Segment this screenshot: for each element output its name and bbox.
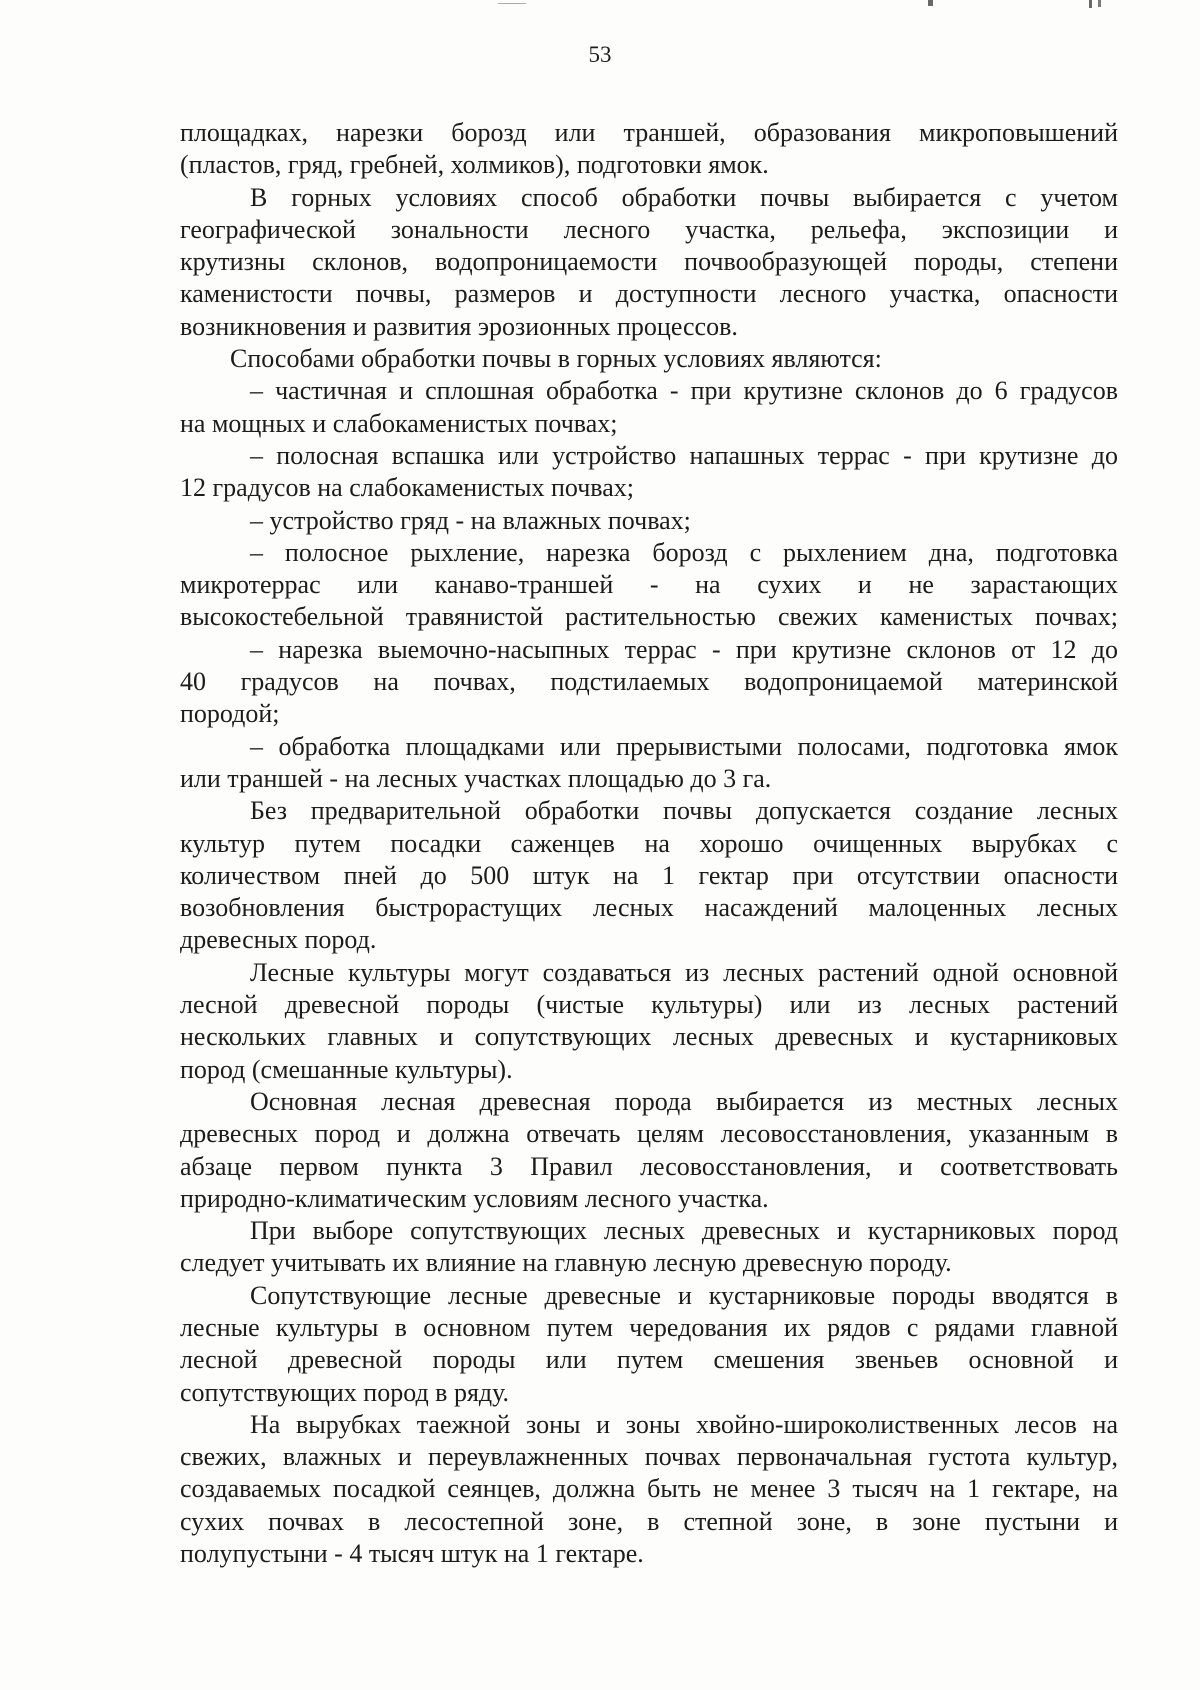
text-line: пород (смешанные культуры). (180, 1054, 513, 1084)
text-line: – полосная вспашка или устройство напашных террас - при крутизне до (250, 440, 1118, 470)
text-line: создаваемых посадкой сеянцев, должна быть не менее 3 тысяч на 1 гектаре, на (180, 1474, 1118, 1504)
body-text (180, 117, 1118, 1570)
text-line: Способами обработки почвы в горных условиях являются: (230, 344, 882, 374)
text-line: – устройство гряд - на влажных почвах; (250, 505, 691, 535)
text-line: сухих почвах в лесостепной зоне, в степной зоне, в зоне пустыни и (180, 1506, 1118, 1536)
text-line: На вырубках таежной зоны и зоны хвойно-широколиственных лесов на (250, 1409, 1118, 1439)
text-line: древесных пород и должна отвечать целям лесовосстановления, указанным в (180, 1119, 1118, 1149)
text-line: – нарезка выемочно-насыпных террас - при крутизне склонов от 12 до (250, 634, 1118, 664)
page-number: 53 (588, 42, 612, 67)
text-line: возникновения и развития эрозионных процессов. (180, 311, 738, 341)
text-line: или траншей - на лесных участках площадью до 3 га. (180, 763, 772, 793)
text-line: Основная лесная древесная порода выбирается из местных лесных (250, 1086, 1118, 1116)
text-line: культур путем посадки саженцев на хорошо очищенных вырубках с (180, 828, 1118, 858)
text-line: лесной древесной породы или путем смешения звеньев основной и (180, 1345, 1118, 1375)
scan-artifact (498, 3, 526, 4)
text-line: высокостебельной травянистой растительностью свежих каменистых почвах; (180, 602, 1118, 632)
text-line: лесные культуры в основном путем чередования их рядов с рядами главной (180, 1312, 1118, 1342)
text-line: площадках, нарезки борозд или траншей, образования микроповышений (180, 118, 1118, 147)
text-line: лесной древесной породы (чистые культуры) или из лесных растений (180, 990, 1118, 1020)
text-line: количеством пней до 500 штук на 1 гектар при отсутствии опасности (180, 860, 1118, 890)
text-line: абзаце первом пункта 3 Правил лесовосстановления, и соответствовать (180, 1151, 1118, 1181)
text-line: Сопутствующие лесные древесные и кустарниковые породы вводятся в (250, 1280, 1118, 1310)
text-line: нескольких главных и сопутствующих лесных древесных и кустарниковых (180, 1022, 1118, 1052)
text-line: на мощных и слабокаменистых почвах; (180, 408, 618, 438)
scan-artifact (928, 0, 933, 6)
text-line: 40 градусов на почвах, подстилаемых водопроницаемой материнской (180, 667, 1118, 697)
text-line: Лесные культуры могут создаваться из лесных растений одной основной (250, 957, 1118, 987)
text-line: древесных пород. (180, 925, 377, 955)
text-line: – частичная и сплошная обработка - при крутизне склонов до 6 градусов (250, 376, 1118, 406)
text-line: природно-климатическим условиям лесного участка. (180, 1183, 769, 1213)
text-line: Без предварительной обработки почвы допускается создание лесных (250, 796, 1118, 826)
text-line: крутизны склонов, водопроницаемости почвообразующей породы, степени (180, 247, 1118, 277)
text-line: возобновления быстрорастущих лесных насаждений малоценных лесных (180, 893, 1118, 923)
text-line: – обработка площадками или прерывистыми полосами, подготовка ямок (250, 731, 1118, 761)
text-line: микротеррас или канаво-траншей - на сухих и не зарастающих (180, 570, 1118, 600)
text-line: географической зональности лесного участка, рельефа, экспозиции и (180, 214, 1118, 244)
text-line: полупустыни - 4 тысяч штук на 1 гектаре. (180, 1539, 644, 1569)
text-line: свежих, влажных и переувлажненных почвах первоначальная густота культур, (180, 1442, 1118, 1472)
text-line: следует учитывать их влияние на главную лесную древесную породу. (180, 1248, 952, 1278)
scan-artifact (1098, 0, 1101, 7)
text-line: сопутствующих пород в ряду. (180, 1377, 510, 1407)
scan-artifact (1089, 0, 1092, 8)
text-line: (пластов, гряд, гребней, холмиков), подготовки ямок. (180, 150, 769, 180)
text-line: 12 градусов на слабокаменистых почвах; (180, 473, 634, 503)
text-line: – полосное рыхление, нарезка борозд с рыхлением дна, подготовка (250, 537, 1118, 567)
text-line: При выборе сопутствующих лесных древесных и кустарниковых пород (250, 1216, 1118, 1246)
text-line: породой; (180, 699, 280, 729)
text-line: В горных условиях способ обработки почвы выбирается с учетом (250, 182, 1118, 212)
text-line: каменистости почвы, размеров и доступности лесного участка, опасности (180, 279, 1118, 309)
